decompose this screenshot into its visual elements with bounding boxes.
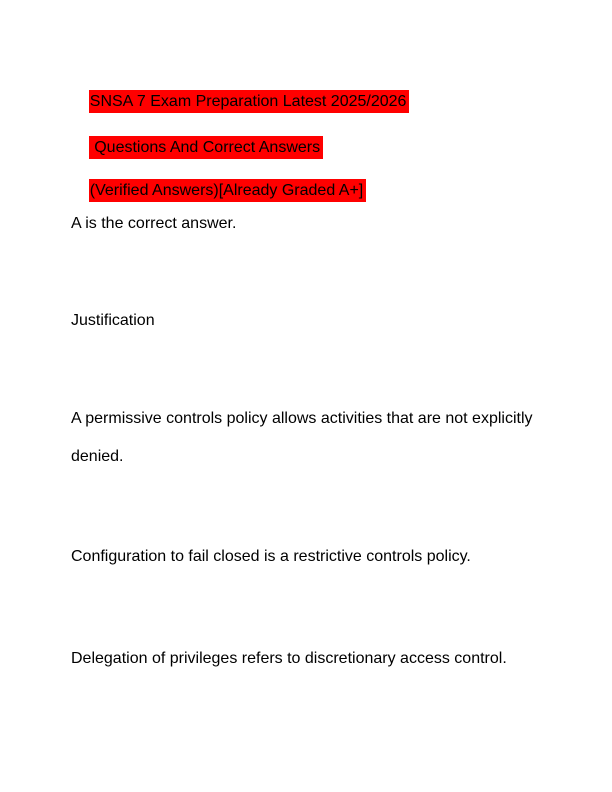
justification-heading: Justification bbox=[71, 312, 155, 329]
paragraph-delegation: Delegation of privileges refers to discretionary access control. bbox=[71, 650, 507, 667]
answer-line: A is the correct answer. bbox=[71, 215, 237, 232]
paragraph-fail-closed: Configuration to fail closed is a restrictive controls policy. bbox=[71, 548, 471, 565]
paragraph-permissive-policy: A permissive controls policy allows activities that are not explicitly denied. bbox=[71, 410, 533, 465]
title-highlight-3: (Verified Answers)[Already Graded A+] bbox=[89, 179, 366, 202]
title-highlight-1: SNSA 7 Exam Preparation Latest 2025/2026 bbox=[89, 90, 410, 113]
title-highlight-2: Questions And Correct Answers bbox=[89, 136, 323, 159]
